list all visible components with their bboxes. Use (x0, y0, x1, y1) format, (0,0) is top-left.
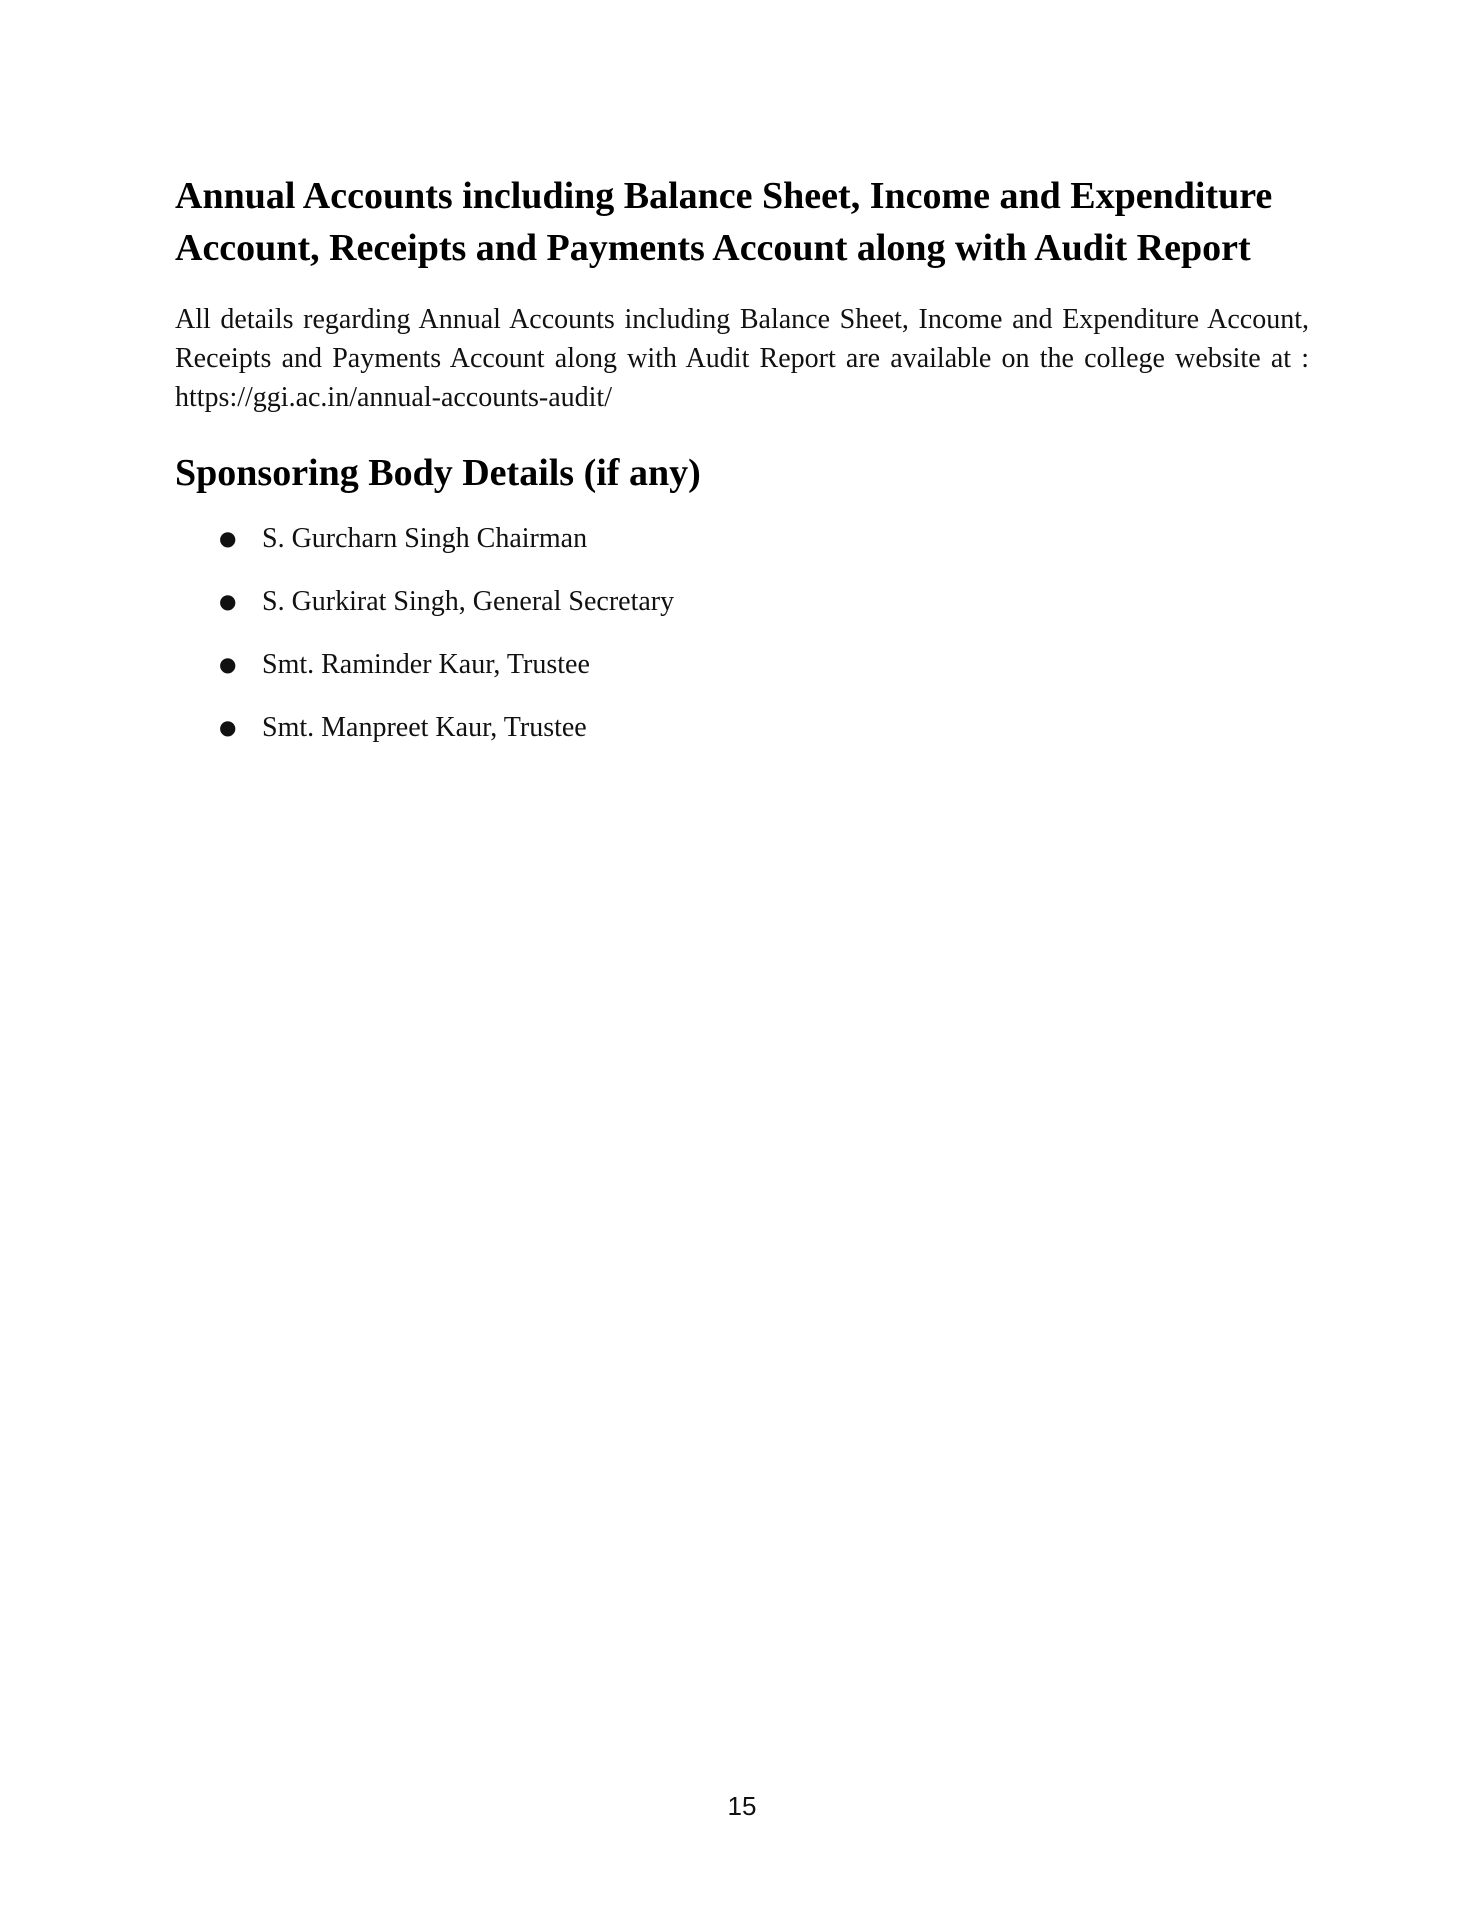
sponsor-list (175, 519, 1309, 747)
bullet-icon: ● (219, 526, 237, 550)
page-content (175, 170, 1309, 771)
bullet-icon: ● (219, 715, 237, 739)
sponsor-name: S. Gurkirat Singh, General Secretary (262, 586, 675, 617)
annual-accounts-heading: Annual Accounts including Balance Sheet, Income and Expenditure Account, Receipts and Payments Account along with Audit Report (175, 175, 1273, 269)
page-number: 15 (727, 1791, 757, 1821)
list-item (175, 708, 1309, 747)
annual-accounts-description: All details regarding Annual Accounts including Balance Sheet, Income and Expenditure Account, Receipts and Payments Account along with Audit Report are available on the college website at : https://ggi.ac.in/annual-accounts-audit/ (175, 304, 1309, 413)
sponsoring-body-heading: Sponsoring Body Details (if any) (175, 452, 701, 494)
sponsor-name: Smt. Manpreet Kaur, Trustee (262, 712, 587, 743)
list-item (175, 519, 1309, 558)
list-item (175, 582, 1309, 621)
bullet-icon: ● (219, 652, 237, 676)
list-item (175, 645, 1309, 684)
bullet-icon: ● (219, 589, 237, 613)
sponsor-name: S. Gurcharn Singh Chairman (262, 523, 588, 554)
sponsor-name: Smt. Raminder Kaur, Trustee (262, 649, 590, 680)
